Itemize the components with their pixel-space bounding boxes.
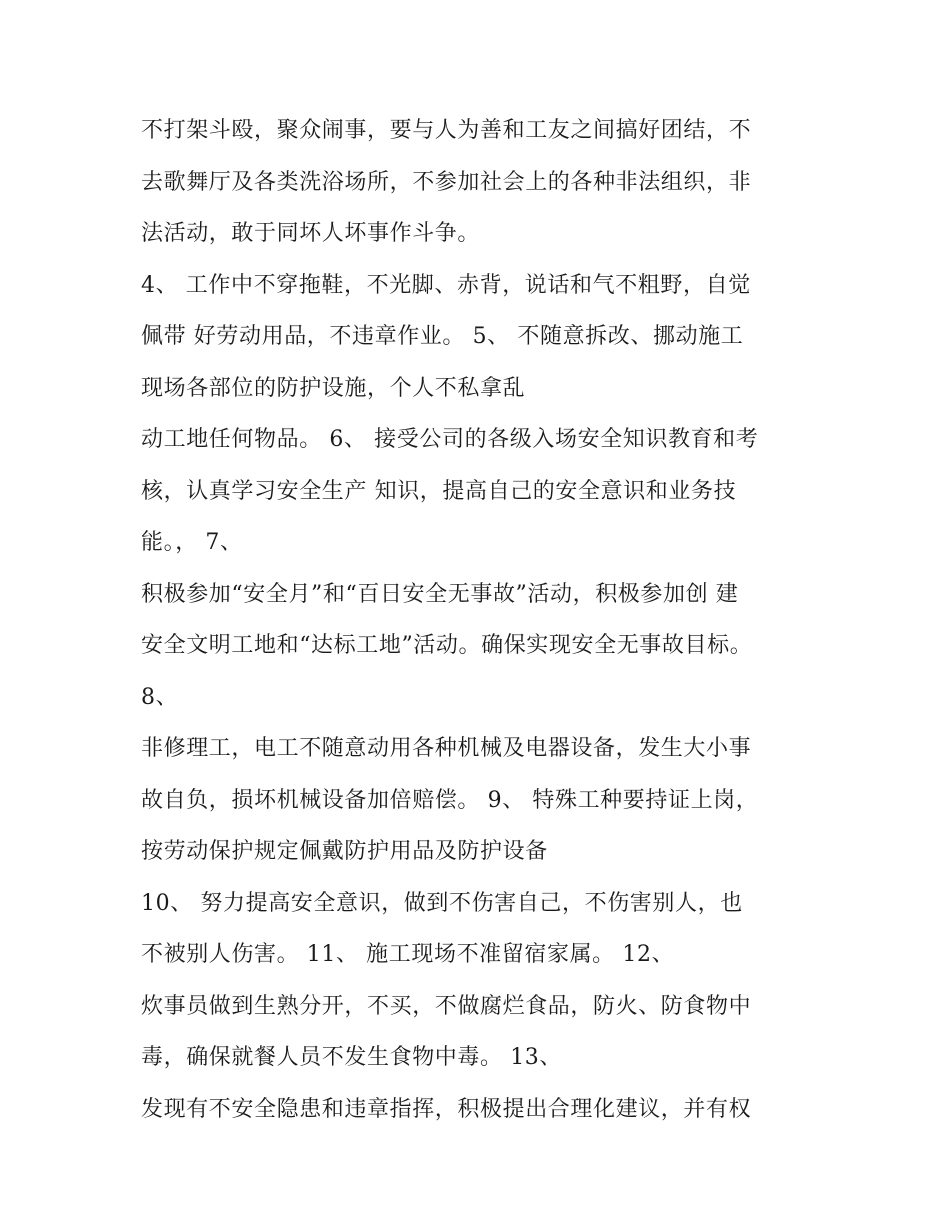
text-line: 积极参加“安全月”和“百日安全无事故”活动，积极参加创 建 (141, 581, 739, 607)
text-line: 安全文明工地和“达标工地”活动。确保实现安全无事故目标。 (141, 633, 753, 658)
text-line: 现场各部位的防护设施，个人不私拿乱 (141, 375, 526, 401)
text-line: 核，认真学习安全生产 知识，提高自己的安全意识和业务技 (141, 478, 737, 504)
text-line: 按劳动保护规定佩戴防护用品及防护设备 (141, 839, 548, 864)
text-line: 动工地任何物品。 6、 接受公司的各级入场安全知识教育和考 (141, 427, 759, 452)
text-line: 10、 努力提高安全意识，做到不伤害自己，不伤害别人，也 (141, 890, 743, 916)
document-body (141, 105, 821, 1135)
text-line: 不被别人伤害。 11、 施工现场不准留宿家属。 12、 (141, 942, 675, 967)
text-line: 8、 (141, 684, 179, 710)
text-line: 故自负，损坏机械设备加倍赔偿。 9、 特殊工种要持证上岗， (141, 787, 759, 813)
text-line: 佩带 好劳动用品，不违章作业。 5、 不随意拆改、挪动施工 (141, 324, 744, 349)
text-line: 法活动，敢于同坏人坏事作斗争。 (141, 221, 481, 246)
text-line: 发现有不安全隐患和违章指挥，积极提出合理化建议，并有权 (141, 1096, 752, 1122)
text-line: 能。， 7、 (141, 530, 243, 555)
text-line: 毒，确保就餐人员不发生食物中毒。 13、 (141, 1045, 562, 1070)
text-line: 炊事员做到生熟分开，不买，不做腐烂食品，防火、防食物中 (141, 993, 752, 1019)
text-line: 非修理工，电工不随意动用各种机械及电器设备，发生大小事 (141, 736, 752, 761)
text-line: 4、 工作中不穿拖鞋，不光脚、赤背，说话和气不粗野，自觉 (141, 272, 751, 298)
text-line: 去歌舞厅及各类洗浴场所，不参加社会上的各种非法组织，非 (141, 169, 752, 195)
text-line: 不打架斗殴，聚众闹事，要与人为善和工友之间搞好团结，不 (141, 118, 752, 143)
